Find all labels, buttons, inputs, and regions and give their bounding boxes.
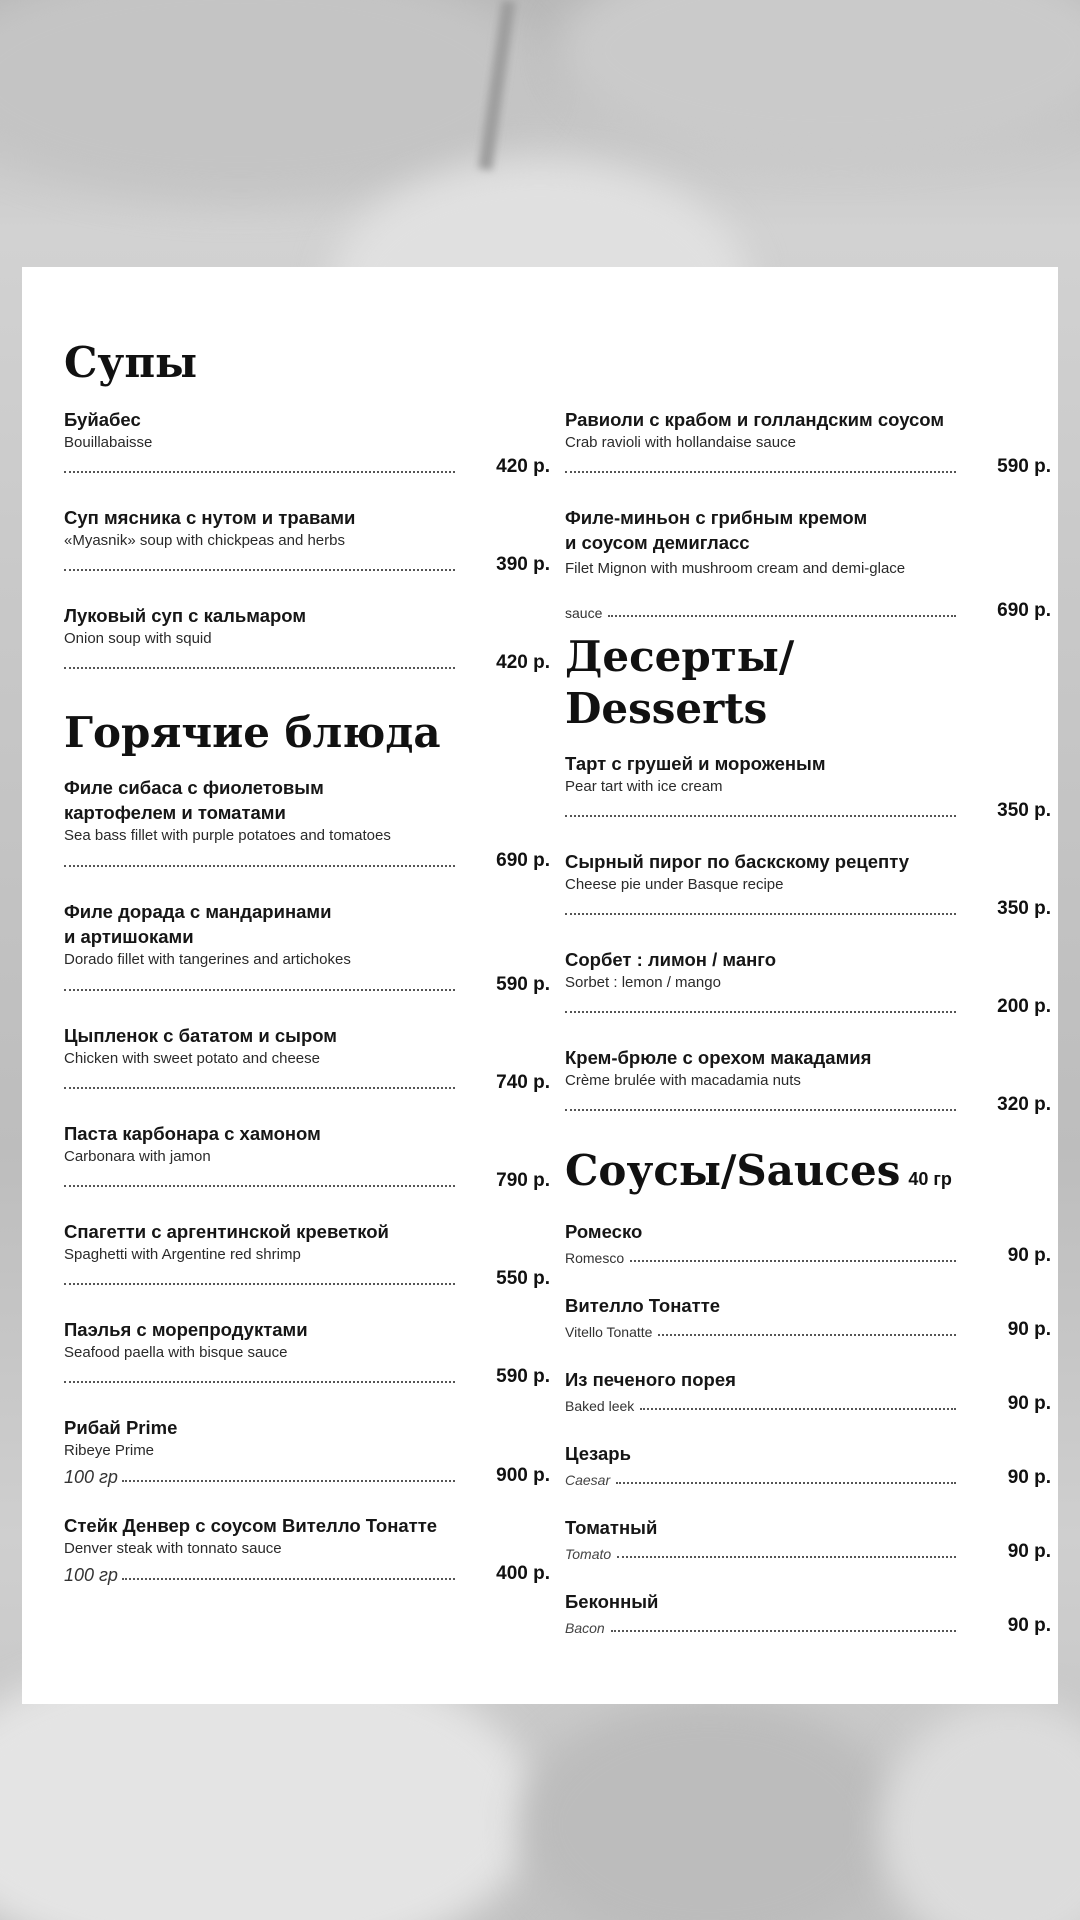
menu-item <box>64 775 550 846</box>
dish-name: Паэлья с морепродуктами <box>64 1319 308 1340</box>
dish-price: 740 р. <box>496 1072 550 1093</box>
dish-price: 390 р. <box>496 554 550 575</box>
menu-item <box>64 1415 550 1461</box>
dish-price: 420 р. <box>496 652 550 673</box>
dish-name-en: Pear tart with ice cream <box>565 778 723 795</box>
sauce-price: 90 р. <box>1007 1615 1051 1636</box>
dish-name: Цыпленок с бататом и сыром <box>64 1025 337 1046</box>
dish-name-en: sauce <box>565 605 603 621</box>
dish-name-en: Dorado fillet with tangerines and artichokes <box>64 951 351 968</box>
sauces-title: Соусы/Sauces <box>565 1146 901 1195</box>
dish-price: 420 р. <box>496 456 550 477</box>
dish-name: Сырный пирог по баскскому рецепту <box>565 851 910 872</box>
price-row <box>565 453 1051 479</box>
price-row <box>565 1464 1051 1490</box>
dish-name: Тарт с грушей и мороженым <box>565 753 826 774</box>
sauce-price: 90 р. <box>1007 1319 1051 1340</box>
sauce-name: Вителло Тонатте <box>565 1295 721 1316</box>
dish-name: Филе сибаса с фиолетовым <box>64 777 324 798</box>
sauce-name-en: Vitello Tonatte <box>565 1324 653 1340</box>
dish-name-en: Onion soup with squid <box>64 630 212 647</box>
sauces-weight: 40 гр <box>908 1169 952 1189</box>
price-row <box>64 1265 550 1291</box>
menu-item <box>565 1367 1051 1392</box>
sauce-name: Ромеско <box>565 1221 643 1242</box>
sauce-name: Из печеного порея <box>565 1369 736 1390</box>
price-row <box>565 1612 1051 1638</box>
sauce-price: 90 р. <box>1007 1541 1051 1562</box>
price-row <box>64 1167 550 1193</box>
price-row <box>565 1538 1051 1564</box>
dish-name-en: Seafood paella with bisque sauce <box>64 1344 288 1361</box>
dish-name: и артишоками <box>64 926 194 947</box>
menu-item <box>64 1219 550 1265</box>
menu-item <box>565 1515 1051 1540</box>
dish-price: 350 р. <box>997 800 1051 821</box>
dish-name-en: Crème brulée with macadamia nuts <box>565 1072 801 1089</box>
dish-name: Стейк Денвер с соусом Вителло Тонатте <box>64 1515 438 1536</box>
menu-item <box>565 751 1051 797</box>
menu-item <box>565 1293 1051 1318</box>
dish-name: Паста карбонара с хамоном <box>64 1123 321 1144</box>
price-row <box>64 1462 550 1488</box>
sauce-price: 90 р. <box>1007 1467 1051 1488</box>
sauce-name: Беконный <box>565 1591 659 1612</box>
menu-item <box>565 1045 1051 1091</box>
dish-name-en: Bouillabaisse <box>64 434 153 451</box>
dish-name: Луковый суп с кальмаром <box>64 605 307 626</box>
menu-item <box>64 1513 550 1559</box>
sauce-name-en: Bacon <box>565 1620 605 1636</box>
dish-name: и соусом демигласс <box>565 532 750 553</box>
price-row <box>64 551 550 577</box>
dish-name: Суп мясника с нутом и травами <box>64 507 356 528</box>
menu-item <box>64 1023 550 1069</box>
menu-item <box>565 849 1051 895</box>
dish-price: 790 р. <box>496 1170 550 1191</box>
price-row <box>565 895 1051 921</box>
dish-price: 690 р. <box>496 850 550 871</box>
dish-name-en: Sea bass fillet with purple potatoes and tomatoes <box>64 827 391 844</box>
dish-price: 900 р. <box>496 1465 550 1486</box>
section-title-sauces <box>565 1145 952 1205</box>
dish-name: Рибай Prime <box>64 1417 178 1438</box>
price-row <box>565 1091 1051 1117</box>
menu-item <box>64 899 550 970</box>
dish-name-en: Ribeye Prime <box>64 1442 155 1459</box>
menu-card <box>22 267 1058 1704</box>
section-title-desserts: Десерты/ <box>565 632 795 681</box>
dish-price: 550 р. <box>496 1268 550 1289</box>
price-row <box>565 1242 1051 1268</box>
sauce-name-en: Baked leek <box>565 1398 635 1414</box>
menu-item <box>64 603 550 649</box>
dish-name: Крем-брюле с орехом макадамия <box>565 1047 872 1068</box>
price-row <box>565 597 1051 623</box>
sauce-price: 90 р. <box>1007 1245 1051 1266</box>
dish-name: Спагетти с аргентинской креветкой <box>64 1221 389 1242</box>
dish-price: 320 р. <box>997 1094 1051 1115</box>
dish-name-en: Spaghetti with Argentine red shrimp <box>64 1246 301 1263</box>
dish-name-en: Carbonara with jamon <box>64 1148 211 1165</box>
price-row <box>64 1363 550 1389</box>
dish-price: 590 р. <box>496 1366 550 1387</box>
price-row <box>565 1316 1051 1342</box>
dish-name-en: Sorbet : lemon / mango <box>565 974 721 991</box>
sauce-name: Томатный <box>565 1517 658 1538</box>
price-row <box>64 971 550 997</box>
menu-item <box>565 1441 1051 1466</box>
dish-price: 350 р. <box>997 898 1051 919</box>
dish-name-en: Denver steak with tonnato sauce <box>64 1540 282 1557</box>
dish-price: 590 р. <box>997 456 1051 477</box>
dish-price: 400 р. <box>496 1563 550 1584</box>
dish-price: 200 р. <box>997 996 1051 1017</box>
dish-name-en: «Myasnik» soup with chickpeas and herbs <box>64 532 345 549</box>
dish-price: 690 р. <box>997 600 1051 621</box>
dish-name: картофелем и томатами <box>64 802 286 823</box>
dish-name: Филе-миньон с грибным кремом <box>565 507 868 528</box>
price-row <box>64 1069 550 1095</box>
dish-name-en: Cheese pie under Basque recipe <box>565 876 784 893</box>
dish-weight: 100 гр <box>64 1565 118 1585</box>
dish-name-en: Crab ravioli with hollandaise sauce <box>565 434 796 451</box>
dish-name: Буйабес <box>64 409 141 430</box>
dish-name: Равиоли с крабом и голландским соусом <box>565 409 945 430</box>
price-row <box>565 1390 1051 1416</box>
sauce-price: 90 р. <box>1007 1393 1051 1414</box>
price-row <box>64 847 550 873</box>
price-row <box>64 1560 550 1586</box>
menu-item <box>565 1589 1051 1614</box>
section-title-soups: Супы <box>64 338 198 387</box>
sauce-name-en: Caesar <box>565 1472 611 1488</box>
menu-item <box>64 505 550 551</box>
menu-item <box>64 1121 550 1167</box>
section-title-desserts-en: Desserts <box>565 684 768 733</box>
price-row <box>565 993 1051 1019</box>
dish-price: 590 р. <box>496 974 550 995</box>
sauce-name: Цезарь <box>565 1443 631 1464</box>
menu-item <box>565 1219 1051 1244</box>
section-title-hot: Горячие блюда <box>64 708 441 757</box>
sauce-name-en: Romesco <box>565 1250 625 1266</box>
menu-item <box>565 505 1051 579</box>
price-row <box>64 453 550 479</box>
menu-item <box>64 407 550 453</box>
dish-weight: 100 гр <box>64 1467 118 1487</box>
dish-name: Сорбет : лимон / манго <box>565 949 777 970</box>
price-row <box>565 797 1051 823</box>
dish-name: Филе дорада с мандаринами <box>64 901 332 922</box>
sauce-name-en: Tomato <box>565 1546 612 1562</box>
menu-item <box>565 407 1051 453</box>
price-row <box>64 649 550 675</box>
menu-item <box>565 947 1051 993</box>
dish-name-en: Chicken with sweet potato and cheese <box>64 1050 320 1067</box>
menu-item <box>64 1317 550 1363</box>
dish-name-en: Filet Mignon with mushroom cream and demi-glace <box>565 560 906 577</box>
